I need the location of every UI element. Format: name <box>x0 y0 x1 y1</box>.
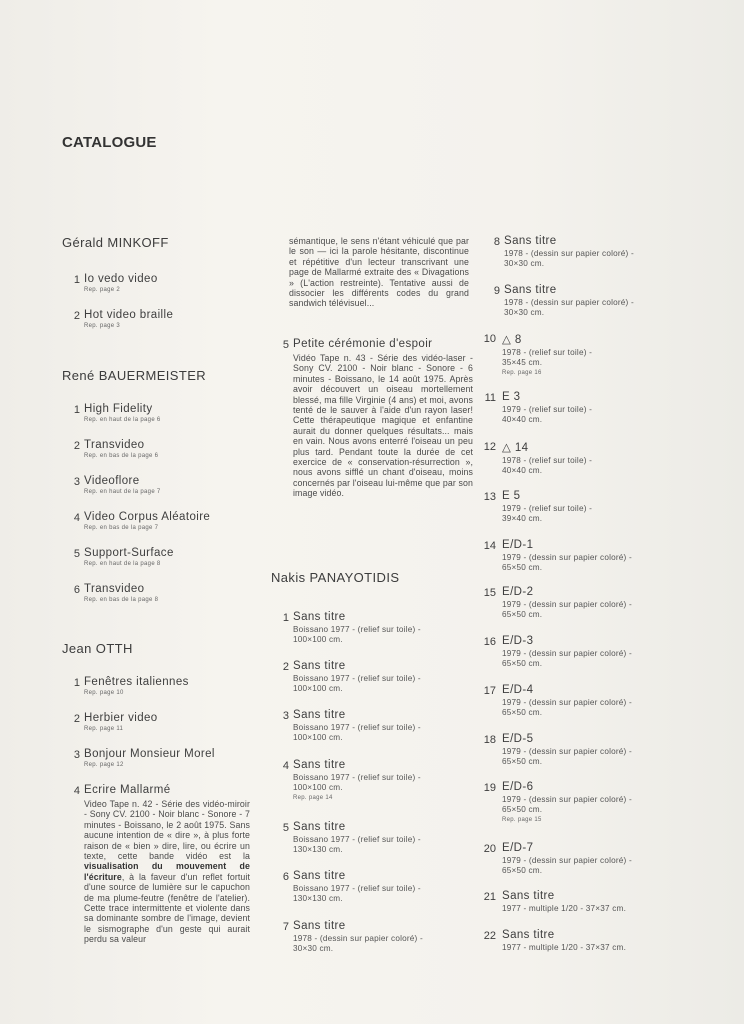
entry-number: 3 <box>73 476 80 488</box>
entry-title: Sans titre <box>293 709 346 721</box>
entry-title: E/D-5 <box>502 733 534 745</box>
catalogue-entry <box>483 842 632 876</box>
entry-number: 22 <box>483 930 496 942</box>
entry-number: 12 <box>483 441 496 453</box>
entry-number: 20 <box>483 843 496 855</box>
entry-description: Vidéo Tape n. 43 - Série des vidéo-laser - Sony CV. 2100 - Noir blanc - Sonore - 6 minutes - Boissano, le 14 août 1975. Après avoir découvert un oiseau mortellement blessé, ma fille Virginie (4 ans) et moi, avons tenté de le sauver à l'aide d'un rayon laser! Cette thérapeutique magique et enfantine aurait du donner quelques résultats... mais en vain. Nous avons enterré l'oiseau un peu plus tard. Pendant toute la durée de cet exercice de « conservation-résurrection », nous avons sifflé un chant d'oiseau, moins concernés par l'oiseau lui-même que par son image vidéo. <box>293 353 473 499</box>
entry-number: 17 <box>483 685 496 697</box>
entry-reproduction-ref: Rep. en haut de la page 8 <box>84 561 161 567</box>
entry-title: Sans titre <box>293 920 346 932</box>
entry-title: Sans titre <box>293 821 346 833</box>
entry-reproduction-ref: Rep. page 3 <box>84 323 120 329</box>
entry-title: E 3 <box>502 391 521 403</box>
entry-number: 2 <box>73 713 80 725</box>
catalogue-entry <box>493 284 634 318</box>
catalogue-entry <box>483 890 627 914</box>
entry-details: Boissano 1977 - (relief sur toile) - 100×100 cm. <box>293 625 421 644</box>
entry-title: Ecrire Mallarmé <box>84 784 171 796</box>
catalogue-title: CATALOGUE <box>62 134 157 151</box>
entry-details: 1979 - (relief sur toile) - 39×40 cm. <box>502 504 593 523</box>
entry-number: 5 <box>282 339 289 351</box>
entry-title: E 5 <box>502 490 521 502</box>
entry-number: 3 <box>282 710 289 722</box>
entry-details: 1979 - (dessin sur papier coloré) - 65×50 cm. <box>502 856 632 875</box>
catalogue-entry <box>73 309 174 329</box>
entry-number: 5 <box>282 822 289 834</box>
entry-number: 1 <box>73 404 80 416</box>
catalogue-entry <box>493 235 634 269</box>
entry-title: Transvideo <box>84 439 145 451</box>
entry-reproduction-ref: Rep. en haut de la page 7 <box>84 489 161 495</box>
catalogue-entry <box>483 733 632 767</box>
entry-details: 1978 - (dessin sur papier coloré) - 30×30 cm. <box>504 249 634 268</box>
entry-reproduction-ref: Rep. page 12 <box>84 762 124 768</box>
entry-title: Videoflore <box>84 475 140 487</box>
catalogue-entry <box>483 490 593 524</box>
entry-number: 1 <box>73 274 80 286</box>
entry-number: 19 <box>483 782 496 794</box>
entry-number: 6 <box>282 871 289 883</box>
catalogue-entry <box>73 439 159 459</box>
entry-number: 11 <box>484 392 496 404</box>
artist-heading: Gérald MINKOFF <box>62 235 169 250</box>
entry-title: Bonjour Monsieur Morel <box>84 748 215 760</box>
entry-details: Boissano 1977 - (relief sur toile) - 130×130 cm. <box>293 884 421 903</box>
entry-reproduction-ref: Rep. page 10 <box>84 690 124 696</box>
entry-number: 2 <box>282 661 289 673</box>
entry-details: 1979 - (dessin sur papier coloré) - 65×50 cm. <box>502 698 632 717</box>
entry-number: 18 <box>483 734 496 746</box>
entry-number: 10 <box>483 333 496 345</box>
entry-details: 1979 - (dessin sur papier coloré) - 65×50 cm. <box>502 649 632 668</box>
entry-number: 2 <box>73 440 80 452</box>
entry-title: High Fidelity <box>84 403 153 415</box>
catalogue-entry <box>483 586 632 620</box>
entry-reproduction-ref: Rep. page 14 <box>293 795 333 801</box>
entry-number: 7 <box>282 921 289 933</box>
catalogue-entry <box>282 920 423 954</box>
entry-description-continued: sémantique, le sens n'étant véhiculé que par le son — ici la parole hésitante, discontinue et répétitive d'un lecteur transcrivant une page de Mallarmé extraite des « Divagations » (L'action restreinte). Tentative aussi de dissocier les différents codes du grand sandwich télévisuel... <box>289 236 469 309</box>
entry-number: 9 <box>493 285 500 297</box>
entry-reproduction-ref: Rep. page 2 <box>84 287 120 293</box>
entry-details: 1979 - (dessin sur papier coloré) - 65×50 cm. <box>502 795 632 814</box>
entry-title: Support-Surface <box>84 547 174 559</box>
entry-number: 13 <box>483 491 496 503</box>
entry-title: Petite cérémonie d'espoir <box>293 338 433 350</box>
entry-details: 1978 - (relief sur toile) - 40×40 cm. <box>502 456 593 475</box>
entry-number: 4 <box>282 760 289 772</box>
entry-details: Boissano 1977 - (relief sur toile) - 100×100 cm. <box>293 773 421 792</box>
entry-reproduction-ref: Rep. page 15 <box>502 817 542 823</box>
catalogue-entry <box>73 403 161 423</box>
catalogue-entry <box>282 709 421 743</box>
catalogue-entry <box>483 332 593 376</box>
entry-number: 21 <box>483 891 496 903</box>
entry-reproduction-ref: Rep. page 16 <box>502 370 542 376</box>
catalogue-entry <box>73 784 250 945</box>
catalogue-entry <box>484 391 593 425</box>
catalogue-entry <box>483 781 632 823</box>
catalogue-entry <box>282 338 473 499</box>
entry-title: Sans titre <box>293 611 346 623</box>
entry-details: 1979 - (dessin sur papier coloré) - 65×50 cm. <box>502 600 632 619</box>
entry-title: Sans titre <box>504 284 557 296</box>
description-text: Video Tape n. 42 - Série des vidéo-miroir - Sony CV. 2100 - Noir blanc - Sonore - 7 minutes - Boissano, le 2 août 1975. Sans aucune intention de « dire », à plus forte raison de « bien » dire, lire, ou écrire un texte, cette bande vidéo est la <box>84 799 250 862</box>
entry-title: E/D-7 <box>502 842 534 854</box>
entry-reproduction-ref: Rep. en haut de la page 6 <box>84 417 161 423</box>
entry-number: 4 <box>73 512 80 524</box>
catalogue-entry <box>73 583 159 603</box>
entry-title: Sans titre <box>504 235 557 247</box>
catalogue-entry <box>73 712 158 732</box>
entry-number: 2 <box>73 310 80 322</box>
catalogue-entry <box>73 475 161 495</box>
entry-number: 16 <box>483 636 496 648</box>
entry-title: △ 14 <box>502 442 529 454</box>
catalogue-entry <box>282 821 421 855</box>
entry-number: 14 <box>483 540 496 552</box>
entry-number: 1 <box>73 677 80 689</box>
catalogue-entry <box>73 748 215 768</box>
entry-title: Sans titre <box>502 929 555 941</box>
catalogue-entry <box>483 684 632 718</box>
catalogue-entry <box>73 511 211 531</box>
description-emphasis: visualisation du mouvement de l'écriture <box>84 861 250 882</box>
catalogue-entry <box>73 676 189 696</box>
entry-title: Sans titre <box>293 660 346 672</box>
catalogue-entry <box>483 929 627 953</box>
entry-title: E/D-1 <box>502 539 534 551</box>
entry-reproduction-ref: Rep. en bas de la page 6 <box>84 453 159 459</box>
entry-reproduction-ref: Rep. page 11 <box>84 726 124 732</box>
entry-reproduction-ref: Rep. en bas de la page 7 <box>84 525 159 531</box>
entry-title: E/D-4 <box>502 684 534 696</box>
catalogue-entry <box>483 440 593 476</box>
entry-details: 1978 - (relief sur toile) - 35×45 cm. <box>502 348 593 367</box>
entry-title: △ 8 <box>502 334 522 346</box>
catalogue-entry <box>282 759 421 801</box>
entry-number: 1 <box>282 612 289 624</box>
catalogue-entry <box>282 611 421 645</box>
entry-title: Io vedo video <box>84 273 158 285</box>
catalogue-entry <box>282 660 421 694</box>
entry-title: Sans titre <box>293 759 346 771</box>
catalogue-entry <box>483 539 632 573</box>
entry-title: Transvideo <box>84 583 145 595</box>
entry-title: Video Corpus Aléatoire <box>84 511 211 523</box>
entry-details: Boissano 1977 - (relief sur toile) - 100×100 cm. <box>293 674 421 693</box>
artist-heading: Jean OTTH <box>62 641 133 656</box>
entry-description <box>84 799 250 945</box>
catalogue-entry <box>73 547 174 567</box>
entry-details: Boissano 1977 - (relief sur toile) - 100×100 cm. <box>293 723 421 742</box>
catalogue-entry <box>483 635 632 669</box>
entry-title: Hot video braille <box>84 309 174 321</box>
entry-details: 1979 - (relief sur toile) - 40×40 cm. <box>502 405 593 424</box>
entry-title: Sans titre <box>502 890 555 902</box>
entry-number: 8 <box>493 236 500 248</box>
entry-number: 15 <box>483 587 496 599</box>
entry-title: Herbier video <box>84 712 158 724</box>
entry-title: Fenêtres italiennes <box>84 676 189 688</box>
entry-reproduction-ref: Rep. en bas de la page 8 <box>84 597 159 603</box>
entry-number: 4 <box>73 785 80 797</box>
catalogue-entry <box>73 273 158 293</box>
entry-number: 6 <box>73 584 80 596</box>
artist-heading: René BAUERMEISTER <box>62 368 207 383</box>
entry-details: 1977 - multiple 1/20 - 37×37 cm. <box>502 904 627 913</box>
entry-title: Sans titre <box>293 870 346 882</box>
entry-details: 1977 - multiple 1/20 - 37×37 cm. <box>502 943 627 952</box>
entry-details: Boissano 1977 - (relief sur toile) - 130×130 cm. <box>293 835 421 854</box>
entry-number: 3 <box>73 749 80 761</box>
entry-details: 1978 - (dessin sur papier coloré) - 30×30 cm. <box>293 934 423 953</box>
entry-details: 1978 - (dessin sur papier coloré) - 30×30 cm. <box>504 298 634 317</box>
artist-heading: Nakis PANAYOTIDIS <box>271 570 400 585</box>
entry-title: E/D-2 <box>502 586 534 598</box>
entry-number: 5 <box>73 548 80 560</box>
entry-title: E/D-6 <box>502 781 534 793</box>
catalogue-entry <box>282 870 421 904</box>
description-text: , à la faveur d'un reflet fortuit d'une source de lumière sur le capuchon de ma plume-feutre (fenêtre de l'atelier). Cette trace intermittente et violente dans sa dominante sombre de l'image, devient le sismographe d'un geste qui aurait perdu sa valeur <box>84 871 250 945</box>
entry-title: E/D-3 <box>502 635 534 647</box>
entry-details: 1979 - (dessin sur papier coloré) - 65×50 cm. <box>502 747 632 766</box>
entry-details: 1979 - (dessin sur papier coloré) - 65×50 cm. <box>502 553 632 572</box>
